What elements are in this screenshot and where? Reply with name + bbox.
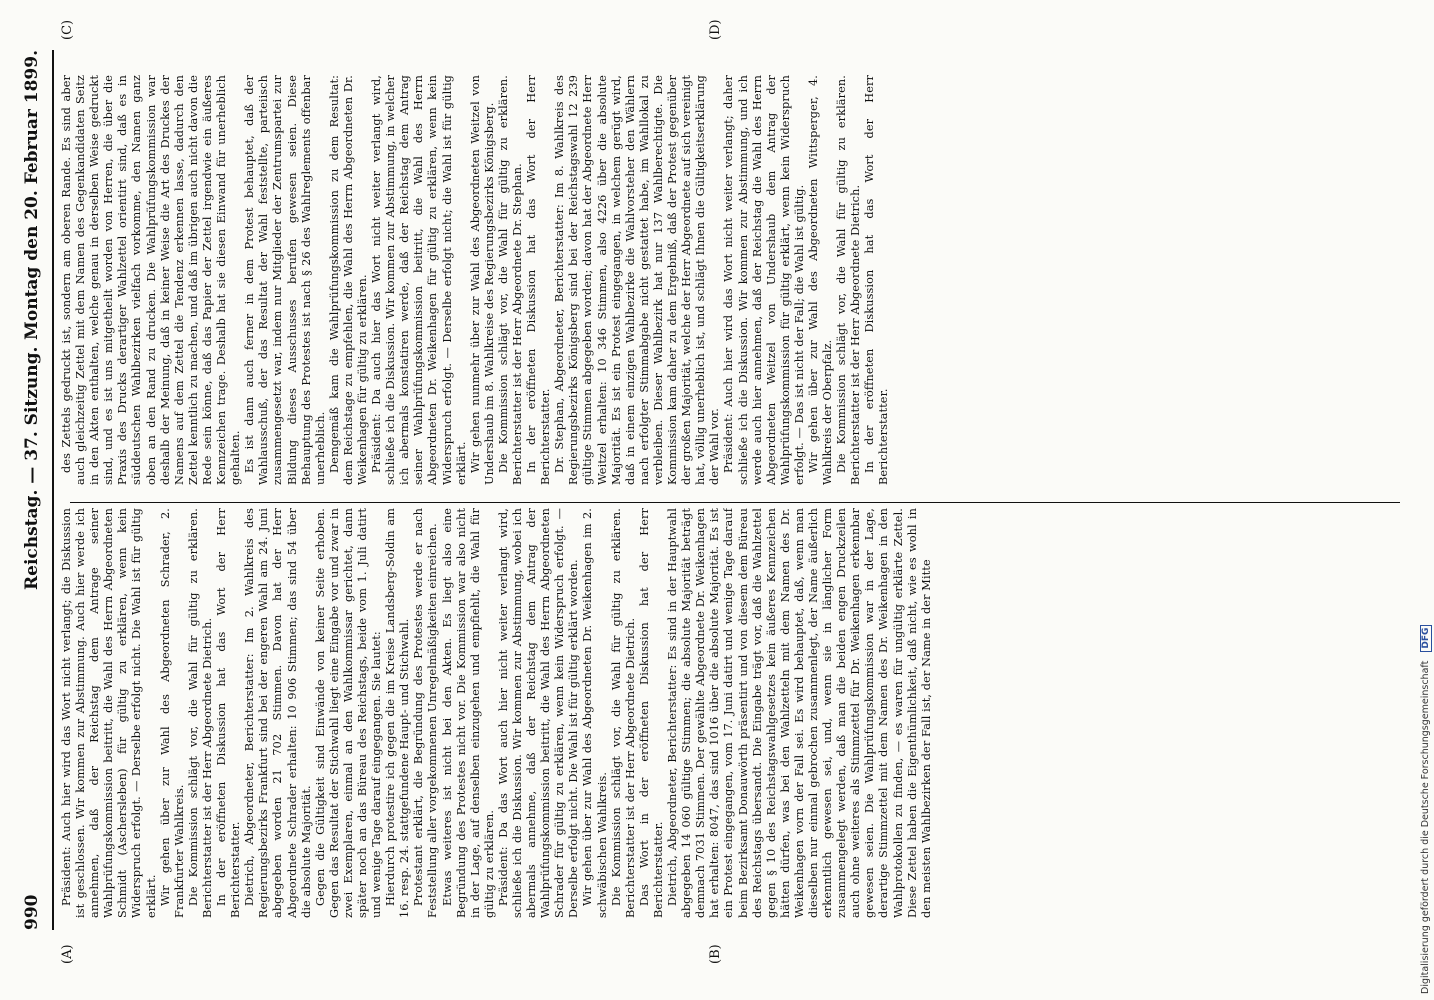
paragraph: Demgemäß kam die Wahlprüfungskommission zu dem Resultat: dem Reichstage zu empfehlen, die Wahl des Herrn Abgeordneten Dr. Weikenhagen für gültig zu erklären. <box>327 75 369 485</box>
paragraph: Dietrich, Abgeordneter, Berichterstatter: Im 2. Wahlkreis des Regierungsbezirks Frankfurt sind bei der engeren Wahl am 24. Juni abgegeben worden 21 702 Stimmen. Davon hat der Herr Abgeordnete Schrader erhalten: 10 906 Stimmen; das sind 54 über die absolute Majorität. <box>243 508 313 918</box>
margin-marker-d: (D) <box>708 19 723 40</box>
paragraph: Präsident: Da auch hier das Wort nicht weiter verlangt wird, schließe ich die Diskussion. Wir kommen zur Abstimmung, in welcher ich abermals konstatiren werde, daß der Reichstag dem Antrag seiner Wahlprüfungskommission beitritt, die Wahl des Herrn Abgeordneten Dr. Weikenhagen für gültig zu erklären, wenn kein Widerspruch erfolgt. — Derselbe erfolgt nicht; die Wahl ist für gültig erklärt. <box>370 75 468 485</box>
paragraph: Wir gehen über zur Wahl des Abgeordneten Wittsperger, 4. Wahlkreis der Oberpfalz. <box>806 75 835 485</box>
dfg-logo: DFG <box>1420 625 1432 652</box>
paragraph: Das Wort in der eröffneten Diskussion hat der Herr Berichterstatter. <box>637 508 665 918</box>
paragraph: Die Kommission schlägt vor, die Wahl für gültig zu erklären. Berichterstatter ist der Herr Abgeordnete Dr. Stephan. <box>496 75 524 485</box>
page-number: 990 <box>22 894 42 930</box>
paragraph: Wir gehen über zur Wahl des Abgeordneten Dr. Weikenhagen im 2. schwäbischen Wahlkreis. <box>581 508 609 918</box>
paragraph: In der eröffneten Diskussion hat das Wort der Herr Berichterstatter. <box>215 508 243 918</box>
footer-text: Digitalisierung gefördert durch die Deutsche Forschungsgemeinschaft <box>1420 660 1431 994</box>
paragraph: Die Kommission schlägt vor, die Wahl für gültig zu erklären. Berichterstatter ist der Herr Abgeordnete Dietrich. <box>186 508 214 918</box>
paragraph: Die Kommission schlägt vor, die Wahl für gültig zu erklären. Berichterstatter ist der Herr Abgeordnete Dietrich. <box>609 508 637 918</box>
paragraph: Die Kommission schlägt vor, die Wahl für gültig zu erklären. Berichterstatter ist der Herr Abgeordnete Dietrich. <box>835 75 863 485</box>
margin-marker-a: (A) <box>60 944 75 964</box>
paragraph: Etwas weiteres ist nicht bei den Akten. Es liegt also eine Begründung des Protestes nicht vor. Die Kommission war also nicht in der Lage, auf denselben einzugehen und empfiehlt, die Wahl für gültig zu erklären. <box>440 508 496 918</box>
paragraph: In der eröffneten Diskussion hat das Wort der Herr Berichterstatter. <box>525 75 553 485</box>
paragraph: Wir gehen über zur Wahl des Abgeordneten Schrader, 2. Frankfurter Wahlkreis. <box>158 508 186 918</box>
margin-marker-c: (C) <box>60 19 75 40</box>
paragraph: Präsident: Auch hier wird das Wort nicht weiter verlangt; daher schließe ich die Diskussion. Wir kommen zur Abstimmung, und ich werde auch hier annehmen, daß der Reichstag die Wahl des Herrn Abgeordneten Weitzel von Undershaub dem Antrag der Wahlprüfungskommission für gültig erklärt, wenn kein Widerspruch erfolgt. — Das ist nicht der Fall; die Wahl ist gültig. <box>722 75 806 485</box>
paragraph: Hierdurch protestire ich gegen die im Kreise Landsberg-Soldin am 16. resp. 24. stattgefundene Haupt- und Stichwahl. <box>384 508 412 918</box>
margin-marker-b: (B) <box>708 944 723 964</box>
right-text-column <box>60 75 1405 485</box>
paragraph: Wir gehen nunmehr über zur Wahl des Abgeordneten Weitzel von Undershaub im 8. Wahlkreise des Regierungsbezirks Königsberg. <box>468 75 496 485</box>
column-divider <box>70 502 1400 503</box>
paragraph: des Zettels gedruckt ist, sondern am oberen Rande. Es sind aber auch gleichzeitig Zettel mit dem Namen des Gegenkandidaten Seitz in den Akten enthalten, welche genau in derselben Weise gedruckt sind, und es ist uns mitgetheilt worden von Herren, die über die Praxis des Drucks derartiger Wahlzettel orientirt sind, daß es in süddeutschen Wahlbezirken vielfach vorkomme, den Namen ganz oben an den Rand zu drucken. Die Wahlprüfungskommission war deshalb der Meinung, daß in keiner Weise die Art des Druckes der Namens auf dem Zettel die Tendenz erkennen lasse, dadurch den Zettel kenntlich zu machen, und daß im übrigen auch nicht davon die Rede sein könne, daß das Papier der Zettel irgendwie ein äußeres Kennzeichen trage. Deshalb hat sie diesen Einwand für unerheblich gehalten. <box>60 75 243 485</box>
paragraph: Es ist dann auch ferner in dem Protest behauptet, daß der Wahlausschuß, der das Resultat der Wahl feststellte, parteiisch zusammengesetzt war, indem nur Mitglieder der Zentrumspartei zur Bildung dieses Ausschusses berufen gewesen seien. Diese Behauptung des Protestes ist nach § 26 des Wahlreglements offenbar unerheblich. <box>243 75 327 485</box>
page-header <box>8 50 54 930</box>
paragraph: Dr. Stephan, Abgeordneter, Berichterstatter: Im 8. Wahlkreis des Regierungsbezirks Königsberg sind bei der Reichstagswahl 12 239 gültige Stimmen abgegeben worden; davon hat der Abgeordnete Herr Weitzel erhalten: 10 346 Stimmen, also 4226 über die absolute Majorität. Es ist ein Protest eingegangen, in welchem gerügt wird, daß in einem einzigen Wahlbezirke die Wahlvorsteher den Wählern nach erfolgter Stimmabgabe nicht gestattet habe, im Wahllokal zu verbleiben. Dieser Wahlbezirk hat nur 137 Wahlberechtigte. Die Kommission kam daher zu dem Ergebniß, daß der Protest gegenüber der großen Majorität, welche der Herr Abgeordnete auf sich vereinigt hat, völlig unerheblich ist, und schlägt Ihnen die Gültigkeitserklärung der Wahl vor. <box>553 75 722 485</box>
paragraph: Gegen die Gültigkeit sind Einwände von keiner Seite erhoben. Gegen das Resultat der Stichwahl liegt eine Eingabe vor und zwar in zwei Exemplaren, einmal an den Wahlkommissar gerichtet, dann später noch an das Büreau des Reichstags, beide vom 1. Juli datirt und wenige Tage darauf eingegangen. Sie lautet: <box>313 508 384 918</box>
header-rule <box>52 50 54 930</box>
paragraph: Protestant erklärt, die Begründung des Protestes werde er nach Feststellung aller vorgekommenen Unregelmäßigkeiten einreichen. <box>412 508 440 918</box>
paragraph: In der eröffneten Diskussion hat das Wort der Herr Berichterstatter. <box>863 75 891 485</box>
paragraph: Präsident: Auch hier wird das Wort nicht verlangt; die Diskussion ist geschlossen. Wir kommen zur Abstimmung. Auch hier werde ich annehmen, daß der Reichstag dem Antrage seiner Wahlprüfungskommission beitritt, die Wahl des Herrn Abgeordneten Schmidt (Aschersleben) für gültig zu erklären, wenn kein Widerspruch erfolgt. — Derselbe erfolgt nicht. Die Wahl ist für gültig erklärt. <box>60 508 158 918</box>
page-title: Reichstag. — 37. Sitzung. <box>22 346 42 590</box>
digitization-footer <box>1420 625 1432 994</box>
left-text-column <box>60 508 1405 918</box>
session-date: Montag den 20. Februar 1899. <box>22 50 42 340</box>
paragraph: Dietrich, Abgeordneter, Berichterstatter: Es sind in der Hauptwahl abgegeben 14 060 gültige Stimmen; die absolute Majorität beträgt demnach 7031 Stimmen. Der gewählte Abgeordnete Dr. Weikenhagen hat erhalten: 8047, das sind 1016 über die absolute Majorität. Es ist ein Protest eingegangen, vom 17. Juni datirt und wenige Tage darauf beim Bezirksamt Donauwörth präsentirt und von diesem dem Büreau des Reichstags übersandt. Die Eingabe trägt vor, daß die Wahlzettel gegen § 10 des Reichstagswahlgesetzes kein äußeres Kennzeichen hätten dürfen, was bei den Wahlzetteln mit dem Namen des Dr. Weikenhagen vorn der Fall sei. Es wird behauptet, daß, wenn man dieselben nur einmal gebrochen zusammenlegt, der Name äußerlich erkenntlich gewesen sei, und, wenn sie in länglicher Form zusammengelegt werden, daß man die beiden engen Druckzeilen auch ohne weiteres als Stimmzettel für Dr. Weikenhagen erkennbar gewesen seien. Die Wahlprüfungskommission war in der Lage, derartige Stimmzettel mit dem Namen des Dr. Weikenhagen in den Wahlprotokollen zu finden, — es waren für ungültig erklärte Zettel. Diese Zettel haben die Eigenthümlichkeit, daß nicht, wie es wohl in den meisten Wahlbezirken der Fall ist, der Name in der Mitte <box>666 508 933 918</box>
paragraph: Präsident: Da das Wort auch hier nicht weiter verlangt wird, schließe ich die Diskussion. Wir kommen zur Abstimmung, wobei ich abermals annehme, daß der Reichstag dem Antrag der Wahlprüfungskommission beitritt, die Wahl des Herrn Abgeordneten Schrader für gültig zu erklären, wenn kein Widerspruch erfolgt. — Derselbe erfolgt nicht. Die Wahl ist für gültig erklärt worden. <box>496 508 581 918</box>
